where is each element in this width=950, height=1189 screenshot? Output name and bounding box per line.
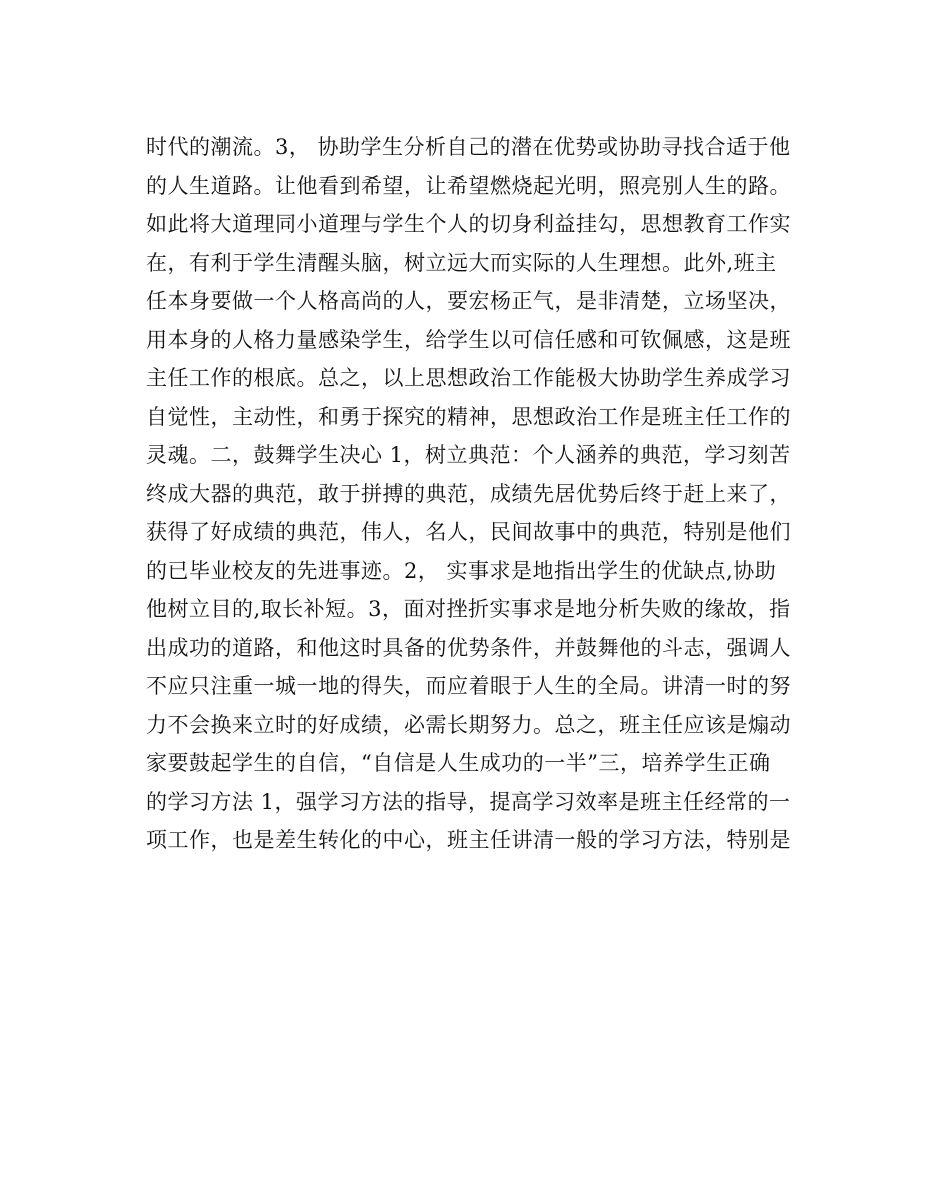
text-line: 出成功的道路，和他这时具备的优势条件，并鼓舞他的斗志，强调人 xyxy=(146,635,791,660)
text-line: 在，有利于学生清醒头脑，树立远大而实际的人生理想。此外,班主 xyxy=(146,250,777,275)
text-line: 的人生道路。让他看到希望，让希望燃烧起光明，照亮别人生的路。 xyxy=(146,173,791,198)
text-line: 不应只注重一城一地的得失，而应着眼于人生的全局。讲清一时的努 xyxy=(146,674,791,698)
text-line: 的学习方法 1，强学习方法的指导，提高学习效率是班主任经常的一 xyxy=(146,789,791,814)
text-line: 他树立目的,取长补短。3，面对挫折实事求是地分析失败的缘故，指 xyxy=(146,597,791,621)
text-line: 终成大器的典范，敢于拼搏的典范，成绩先居优势后终于赶上来了， xyxy=(146,481,791,506)
text-line: 用本身的人格力量感染学生，给学生以可信任感和可钦佩感，这是班 xyxy=(146,327,791,352)
text-line: 主任工作的根底。总之，以上思想政治工作能极大协助学生养成学习 xyxy=(146,366,791,390)
text-line: 力不会换来立时的好成绩，必需长期努力。总之，班主任应该是煽动 xyxy=(146,712,791,737)
body-text xyxy=(146,128,806,860)
text-line: 时代的潮流。3， 协助学生分析自己的潜在优势或协助寻找合适于他 xyxy=(146,135,791,159)
text-line: 的已毕业校友的先进事迹。2， 实事求是地指出学生的优缺点,协助 xyxy=(146,558,777,583)
text-line: 任本身要做一个人格高尚的人，要宏杨正气，是非清楚，立场坚决， xyxy=(146,289,791,313)
text-line: 灵魂。二，鼓舞学生决心 1，树立典范：个人涵养的典范，学习刻苦 xyxy=(146,443,791,467)
text-line: 自觉性，主动性，和勇于探究的精神，思想政治工作是班主任工作的 xyxy=(146,404,791,429)
text-line: 家要鼓起学生的自信，“自信是人生成功的一半”三，培养学生正确 xyxy=(146,751,771,775)
text-line: 获得了好成绩的典范，伟人，名人，民间故事中的典范，特别是他们 xyxy=(146,520,791,544)
text-line: 项工作，也是差生转化的中心，班主任讲清一般的学习方法，特别是 xyxy=(146,828,791,852)
text-line: 如此将大道理同小道理与学生个人的切身利益挂勾，思想教育工作实 xyxy=(146,212,791,236)
